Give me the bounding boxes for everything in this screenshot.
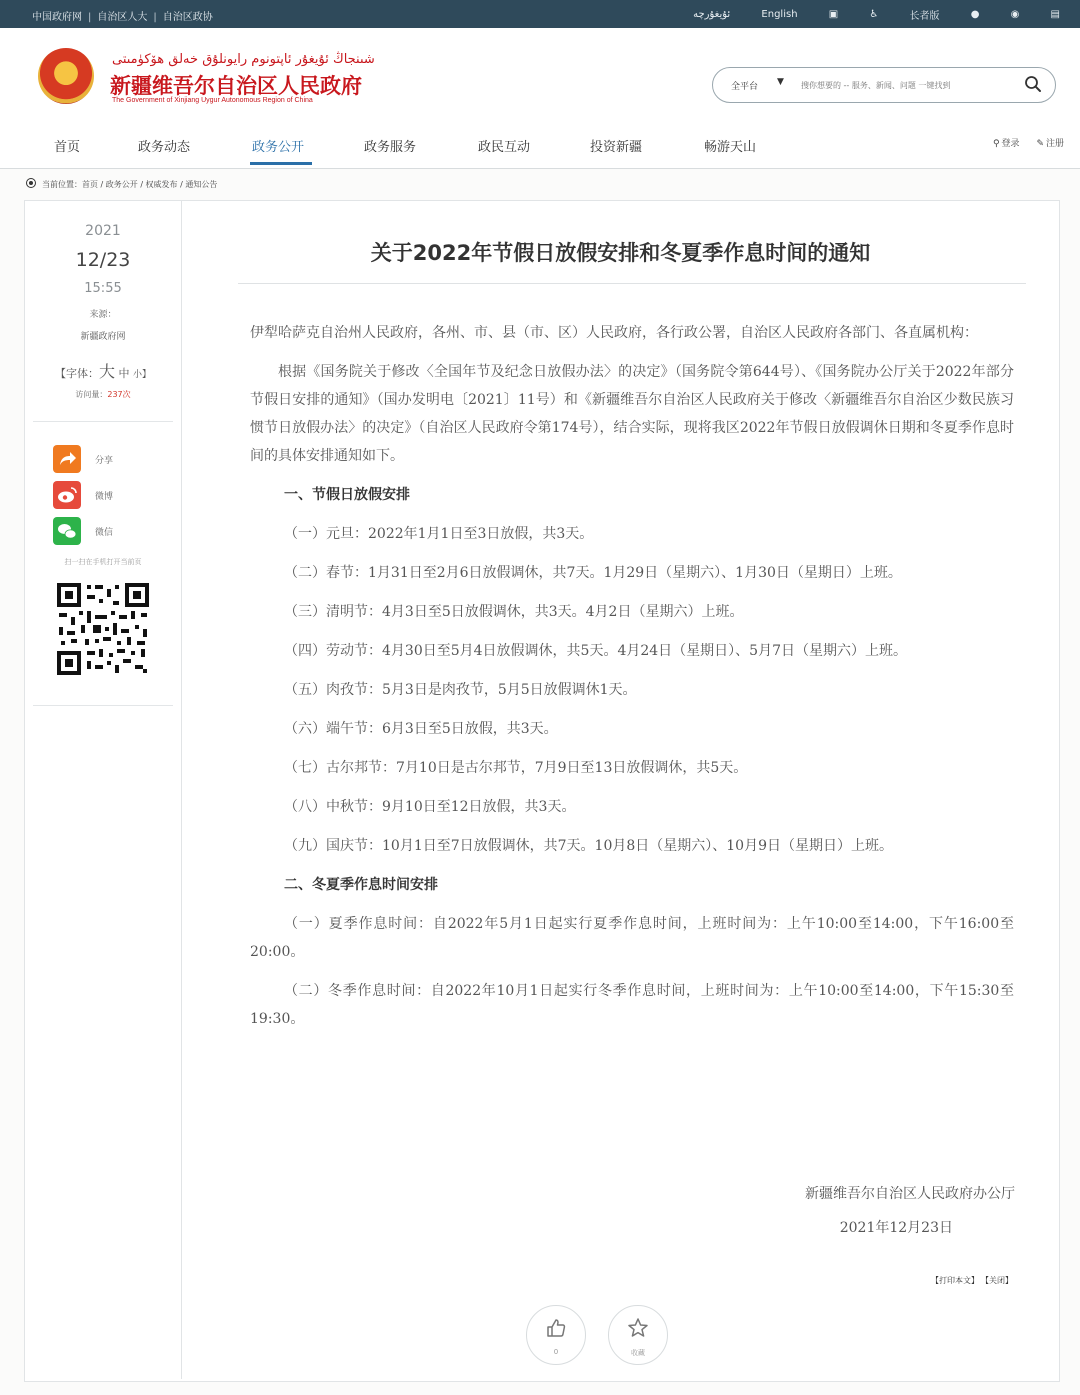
site-title-uyghur[interactable]: شىنجاڭ ئۇيغۇر ئاپتونوم رايونلۇق خەلق ھۆكۈمىتى [112,52,375,67]
article [182,201,1059,1379]
share-button[interactable] [53,445,163,473]
nav-invest[interactable]: 投资新疆 [590,140,643,155]
font-size-control [25,359,181,382]
divider [33,705,173,706]
weibo-icon [53,481,81,509]
app-icon[interactable]: ▤ [1050,9,1060,20]
holiday-item: （四）劳动节：4月30日至5月4日放假调休，共5天。4月24日（星期日）、5月7日（星期六）上班。 [284,643,907,659]
article-title: 关于2022年节假日放假安排和冬夏季作息时间的通知 [370,241,871,265]
holiday-item: （三）清明节：4月3日至5日放假调休，共3天。4月2日（星期六）上班。 [284,604,744,620]
share-label: 分享 [95,456,114,466]
separator: | [153,12,157,23]
publish-year: 2021 [85,223,121,239]
share-icon [53,445,81,473]
weibo-share-button[interactable] [53,481,163,509]
top-links [32,8,213,23]
nav-gov-affairs-disclosure[interactable]: 政务公开 [252,140,305,155]
signature-issuer: 新疆维吾尔自治区人民政府办公厅 [805,1186,1015,1202]
uyghur-language-link[interactable]: ئۇيغۇرچە [693,9,731,20]
section-heading: 二、冬夏季作息时间安排 [284,877,438,893]
site-title-english[interactable]: The Government of Xinjiang Uygur Autonomous Region of China [112,97,313,104]
signature-date: 2021年12月23日 [839,1220,953,1236]
elder-mode-link[interactable]: 长者版 [909,11,940,22]
signature-block [805,1183,1015,1237]
nav-interaction[interactable]: 政民互动 [478,140,531,155]
holiday-item: （九）国庆节：10月1日至7日放假调休，共7天。10月8日（星期六）、10月9日（星期日）上班。 [284,838,893,854]
accessibility-icon[interactable]: ▣ [828,9,839,20]
weibo-label: 微博 [95,492,114,502]
font-size-label: 【字体： [54,367,99,380]
nav-tourism[interactable]: 畅游天山 [704,140,757,155]
wechat-icon[interactable]: ● [970,9,980,20]
top-right-tools [665,7,1060,22]
search-scope-select[interactable]: 全平台 [731,82,759,92]
login-link[interactable]: 登录 [1001,139,1020,149]
nav-home[interactable]: 首页 [54,140,81,155]
divider [33,421,173,422]
link-npc[interactable]: 自治区人大 [97,12,148,23]
like-button[interactable] [526,1305,586,1365]
site-header [0,28,1080,120]
holiday-item: （八）中秋节：9月10日至12日放假，共3天。 [284,799,576,815]
main-navigation [0,120,1080,169]
national-emblem-logo[interactable] [38,48,94,104]
view-count [25,389,181,400]
active-tab-indicator [250,162,312,165]
location-icon [26,178,36,188]
nav-gov-news[interactable]: 政务动态 [138,140,191,155]
wechat-label: 微信 [95,528,114,538]
search-icon[interactable] [1023,74,1043,94]
publish-date: 12/23 [75,249,131,271]
qr-code [55,581,151,677]
title-divider [238,283,1026,284]
site-title[interactable]: 新疆维吾尔自治区人民政府 [110,74,362,98]
register-link[interactable]: 注册 [1045,139,1064,149]
article-body [250,319,1014,1044]
qr-hint: 扫一扫在手机打开当前页 [64,558,142,566]
font-small-button[interactable]: 小】 [133,370,152,380]
holiday-item: （五）肉孜节：5月3日是肉孜节，5月5日放假调休1天。 [284,682,637,698]
schedule-item: （一）夏季作息时间：自2022年5月1日起实行夏季作息时间，上班时间为：上午10:00至14:00，下午16:00至20:00。 [250,916,1014,960]
close-button[interactable]: 【关闭】 [985,1276,1013,1285]
separator: | [88,12,92,23]
section-heading: 一、节假日放假安排 [284,487,410,503]
search-box [712,67,1056,103]
holiday-item: （一）元旦：2022年1月1日至3日放假，共3天。 [284,526,594,542]
intro-paragraph: 根据《国务院关于修改〈全国年节及纪念日放假办法〉的决定》（国务院令第644号）、《国务院办公厅关于2022年部分节假日安排的通知》（国办发明电〔2021〕11号）和《新疆维吾尔自治区人民政府关于修改〈新疆维吾尔自治区少数民族习惯节日放假办法〉的决定》（自治区人民政府令第174号），结合实际，现将我区2022年节假日放假调休日期和冬夏季作息时间的具体安排通知如下。 [250,364,1014,464]
star-icon [609,1316,667,1344]
link-cppcc[interactable]: 自治区政协 [162,12,213,23]
auth-links [979,136,1064,149]
holiday-item: （二）春节：1月31日至2月6日放假调休，共7天。1月29日（星期六）、1月30日（星期日）上班。 [284,565,902,581]
favorite-label: 收藏 [631,1349,645,1357]
source-label: 来源： [89,310,117,320]
user-icon[interactable]: ⚲ [992,139,1000,149]
top-utility-bar [0,0,1080,28]
weibo-icon[interactable]: ◉ [1010,9,1020,20]
wechat-share-button[interactable] [53,517,163,545]
article-sidebar [25,201,182,1379]
chevron-down-icon[interactable]: ▼ [777,77,784,87]
view-count-value: 237次 [107,390,131,399]
font-large-button[interactable]: 大 [98,362,115,381]
addressee-paragraph: 伊犁哈萨克自治州人民政府，各州、市、县（市、区）人民政府，各行政公署，自治区人民政府各部门、各直属机构： [250,325,978,341]
breadcrumb-text[interactable]: 当前位置：首页 / 政务公开 / 权威发布 / 通知公告 [42,180,218,189]
source-value: 新疆政府网 [80,332,126,342]
schedule-item: （二）冬季作息时间：自2022年10月1日起实行冬季作息时间，上班时间为：上午10:00至14:00，下午15:30至19:30。 [250,983,1014,1027]
holiday-item: （七）古尔邦节：7月10日是古尔邦节，7月9日至13日放假调休，共5天。 [284,760,748,776]
view-count-label: 访问量： [75,390,108,399]
font-medium-button[interactable]: 中 [118,367,130,380]
favorite-button[interactable] [608,1305,668,1365]
nav-gov-services[interactable]: 政务服务 [364,140,417,155]
breadcrumb [26,178,217,190]
english-language-link[interactable]: English [761,9,798,20]
wechat-icon [53,517,81,545]
content-panel [24,200,1060,1382]
print-button[interactable]: 【打印本文】 [931,1276,979,1285]
holiday-item: （六）端午节：6月3日至5日放假，共3天。 [284,721,558,737]
search-input[interactable] [799,76,1003,94]
wheelchair-icon[interactable]: ♿ [869,9,879,20]
link-gov-cn[interactable]: 中国政府网 [32,12,82,23]
print-close-bar [925,1275,1013,1286]
pencil-icon[interactable]: ✎ [1036,139,1044,149]
like-count: 0 [553,1348,559,1356]
publish-time: 15:55 [84,281,122,296]
thumbs-up-icon [527,1316,585,1344]
